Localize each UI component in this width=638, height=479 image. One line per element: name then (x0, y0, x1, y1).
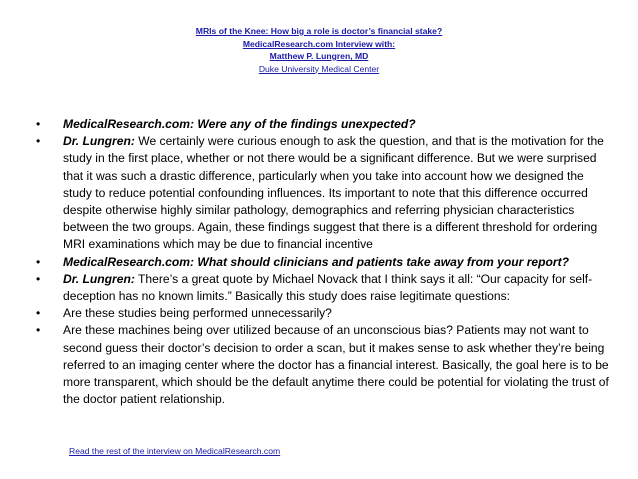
footer (69, 446, 280, 456)
question-label: MedicalResearch.com: Were any of the findings unexpected? (63, 117, 416, 131)
speaker-label: Dr. Lungren: (63, 271, 135, 286)
document-header (0, 25, 638, 75)
list-item (36, 271, 611, 305)
item-text: We certainly were curious enough to ask the question, and that is the motivation for the study in the first place, whether or not there would be a significant difference. But we were surprised that it was such a drastic difference, particularly when you take into account how we designed the study to reduce potential confounding influences. Its important to note that this difference occurred despite otherwise highly similar pathology, demographics and referring physician characteristics between the two groups. Again, these findings suggest that there is a different threshold for ordering MRI examinations which may be due to financial incentive (63, 134, 604, 252)
read-more-link[interactable]: Read the rest of the interview on MedicalResearch.com (69, 446, 281, 456)
article-title-link[interactable]: MRIs of the Knee: How big a role is doctor’s financial stake? (195, 26, 443, 36)
bullet-marker: • (36, 254, 41, 269)
institution-link[interactable]: Duke University Medical Center (258, 63, 380, 74)
author-name-link[interactable]: Matthew P. Lungren, MD (269, 51, 369, 61)
list-item (36, 254, 611, 271)
item-text: Are these studies being performed unnecessarily? (63, 306, 332, 321)
item-text: There’s a great quote by Michael Novack that I think says it all: “Our capacity for self-deception has no known limits.” Basically this study does raise legitimate questions: (63, 271, 593, 304)
bullet-marker: • (36, 117, 41, 131)
list-item (36, 116, 611, 133)
bullet-marker: • (36, 271, 41, 286)
question-label: MedicalResearch.com: What should clinicians and patients take away from your report? (63, 254, 570, 269)
bullet-marker: • (36, 134, 41, 149)
interview-line-link[interactable]: MedicalResearch.com Interview with: (242, 38, 396, 49)
bullet-marker: • (36, 306, 41, 321)
speaker-label: Dr. Lungren: (63, 134, 135, 149)
list-item (36, 322, 611, 408)
interview-bullet-list (36, 116, 611, 408)
list-item (36, 133, 611, 253)
list-item (36, 305, 611, 322)
item-text: Are these machines being over utilized because of an unconscious bias? Patients may not want to second guess their doctor’s decision to order a scan, but it makes sense to ask whether they’re being referred to an imaging center where the doctor has a financial interest. Basically, the goal here is to be more transparent, which should be the default anytime there could be potential for violating the trust of the doctor patient relationship. (63, 323, 609, 407)
bullet-marker: • (36, 323, 41, 338)
